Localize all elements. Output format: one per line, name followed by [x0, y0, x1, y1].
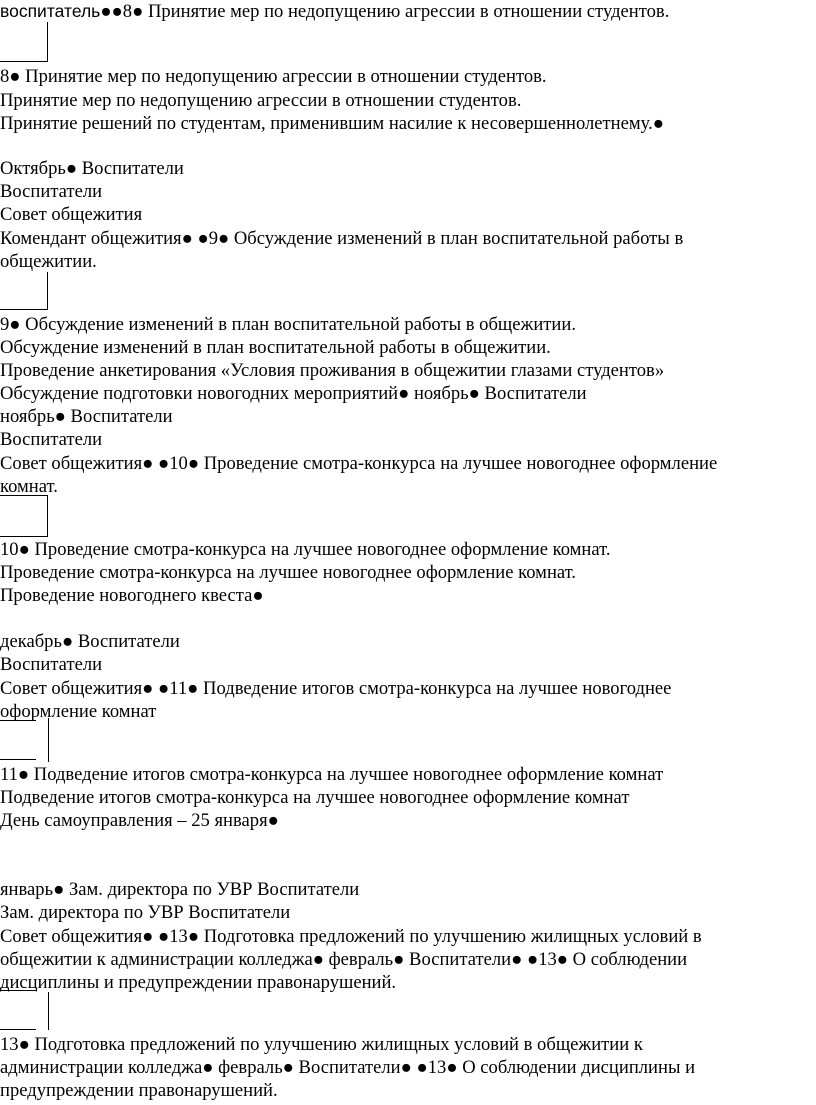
text-line: дисциплины и предупреждении правонарушений.: [0, 972, 397, 993]
text-line: Совет общежития● ●10● Проведение смотра-конкурса на лучшее новогоднее оформление: [0, 453, 718, 474]
table-border-line: [48, 992, 49, 1030]
text-line: общежитии к администрации колледжа● февраль● Воспитатели● ●13● О соблюдении: [0, 949, 688, 970]
text-line: Обсуждение подготовки новогодних мероприятий● ноябрь● Воспитатели: [0, 383, 587, 404]
table-border-line: [48, 718, 49, 762]
text-line: День самоуправления – 25 января●: [0, 810, 279, 831]
table-cell-fragment: [0, 272, 48, 310]
text-line: Принятие мер по недопущению агрессии в отношении студентов.: [0, 90, 522, 111]
text-line: январь● Зам. директора по УВР Воспитатели: [0, 879, 360, 900]
text-line: Совет общежития: [0, 204, 143, 225]
text-line: Подведение итогов смотра-конкурса на лучшее новогоднее оформление комнат: [0, 787, 630, 808]
text-fragment: ●●8● Принятие мер по недопущению агрессии в отношении студентов.: [100, 1, 670, 22]
text-line: Зам. директора по УВР Воспитатели: [0, 902, 291, 923]
text-line: 9● Обсуждение изменений в план воспитательной работы в общежитии.: [0, 314, 576, 335]
text-line: [0, 0, 669, 23]
text-line: оформление комнат: [0, 701, 157, 722]
text-line: Проведение новогоднего квеста●: [0, 585, 264, 606]
table-cell-fragment: [0, 990, 36, 1030]
text-line: общежитии.: [0, 251, 97, 272]
text-line: Проведение смотра-конкурса на лучшее новогоднее оформление комнат.: [0, 562, 577, 583]
text-line: Совет общежития● ●13● Подготовка предложений по улучшению жилищных условий в: [0, 926, 702, 947]
table-cell-fragment: [0, 495, 48, 537]
text-line: 8● Принятие мер по недопущению агрессии в отношении студентов.: [0, 66, 547, 87]
text-line: 10● Проведение смотра-конкурса на лучшее новогоднее оформление комнат.: [0, 539, 611, 560]
text-line: Принятие решений по студентам, применившим насилие к несовершеннолетнему.●: [0, 113, 664, 134]
text-line: Воспитатели: [0, 654, 103, 675]
text-line: декабрь● Воспитатели: [0, 631, 180, 652]
text-line: Воспитатели: [0, 181, 103, 202]
text-line: 11● Подведение итогов смотра-конкурса на лучшее новогоднее оформление комнат: [0, 764, 664, 785]
text-fragment: воспитатель: [0, 1, 101, 21]
text-line: предупреждении правонарушений.: [0, 1080, 278, 1101]
text-line: Октябрь● Воспитатели: [0, 158, 184, 179]
text-line: 13● Подготовка предложений по улучшению жилищных условий в общежитии к: [0, 1034, 643, 1055]
text-line: Воспитатели: [0, 429, 103, 450]
text-line: администрации колледжа● февраль● Воспитатели● ●13● О соблюдении дисциплины и: [0, 1057, 696, 1078]
table-cell-fragment: [0, 720, 36, 760]
text-line: ноябрь● Воспитатели: [0, 406, 173, 427]
text-line: Комендант общежития● ●9● Обсуждение изменений в план воспитательной работы в: [0, 228, 684, 249]
table-cell-fragment: [0, 22, 48, 62]
text-line: Проведение анкетирования «Условия проживания в общежитии глазами студентов»: [0, 360, 665, 381]
text-line: комнат.: [0, 476, 58, 497]
text-line: Обсуждение изменений в план воспитательной работы в общежитии.: [0, 337, 551, 358]
text-line: Совет общежития● ●11● Подведение итогов смотра-конкурса на лучшее новогоднее: [0, 678, 672, 699]
